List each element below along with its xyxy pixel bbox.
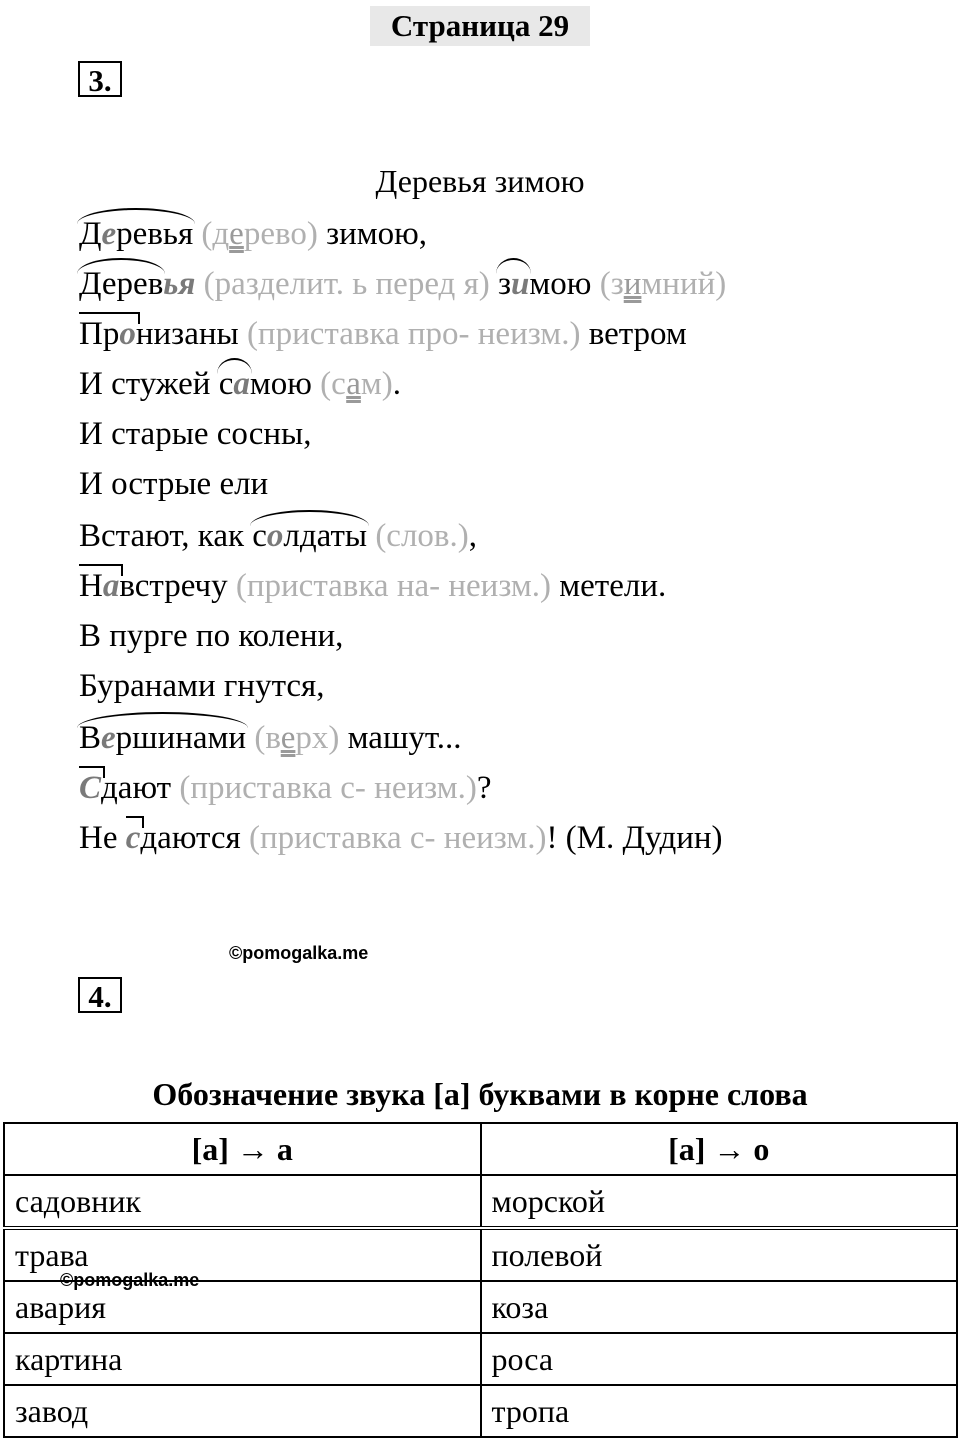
poem-line-3: Пронизаны (приставка про- неизм.) ветром [79, 316, 687, 352]
table-cell: авария [4, 1281, 481, 1333]
table-cell: полевой [481, 1228, 958, 1281]
root-mark: Деревья [79, 216, 194, 252]
poem-line-8: Навстречу (приставка на- неизм.) метели. [79, 568, 667, 604]
table-cell: завод [4, 1385, 481, 1437]
prefix-mark: Про [79, 316, 136, 352]
poem-line-6: И острые ели [79, 466, 269, 502]
poem-line-4: И стужей самою (сам). [79, 366, 401, 402]
watermark: ©pomogalka.me [60, 1270, 200, 1290]
root-mark: зи [498, 266, 530, 302]
table-title: Обозначение звука [а] буквами в корне слова [152, 1076, 808, 1112]
page-title: Страница 29 [370, 6, 590, 46]
poem-line-11: Вершинами (верх) машут... [79, 720, 462, 756]
poem-line-5: И старые сосны, [79, 416, 312, 452]
root-mark: Вершинами [79, 720, 247, 756]
task-number-3: 3. [78, 61, 122, 97]
table-cell: картина [4, 1333, 481, 1385]
poem-line-10: Буранами гнутся, [79, 668, 325, 704]
poem-line-13: Не сдаются (приставка с- неизм.)! (М. Дудин) [79, 820, 723, 856]
root-mark: са [218, 366, 250, 402]
table-cell: тропа [481, 1385, 958, 1437]
table-cell: морской [481, 1175, 958, 1228]
table-cell: трава [4, 1228, 481, 1281]
check-word: (дерево) [193, 216, 327, 252]
table-cell: садовник [4, 1175, 481, 1228]
table-cell: коза [481, 1281, 958, 1333]
poem-line-2: Деревья (разделит. ь перед я) зимою (зимний) [79, 266, 727, 302]
table-header: [а] → а [4, 1123, 481, 1175]
root-mark: Дерев [79, 266, 164, 302]
check-word: (сам) [311, 366, 393, 402]
check-word: (зимний) [591, 266, 727, 302]
prefix-mark: На [79, 568, 120, 604]
root-mark: солдаты [252, 518, 368, 554]
prefix-mark: с [125, 820, 141, 856]
table-row [4, 1175, 957, 1228]
poem-line-9: В пурге по колени, [79, 618, 344, 654]
prefix-mark: С [79, 770, 102, 806]
watermark: ©pomogalka.me [229, 943, 369, 963]
table-row [4, 1385, 957, 1437]
table-header: [а] → о [481, 1123, 958, 1175]
table-row [4, 1333, 957, 1385]
check-word: (верх) [246, 720, 348, 756]
task-number-4: 4. [78, 977, 122, 1013]
poem-line-12: Сдают (приставка с- неизм.)? [79, 770, 492, 806]
poem-title: Деревья зимою [375, 163, 585, 199]
table-cell: роса [481, 1333, 958, 1385]
poem-line-7: Встают, как солдаты (слов.), [79, 518, 477, 554]
poem-line-1: Деревья (дерево) зимою, [79, 216, 428, 252]
